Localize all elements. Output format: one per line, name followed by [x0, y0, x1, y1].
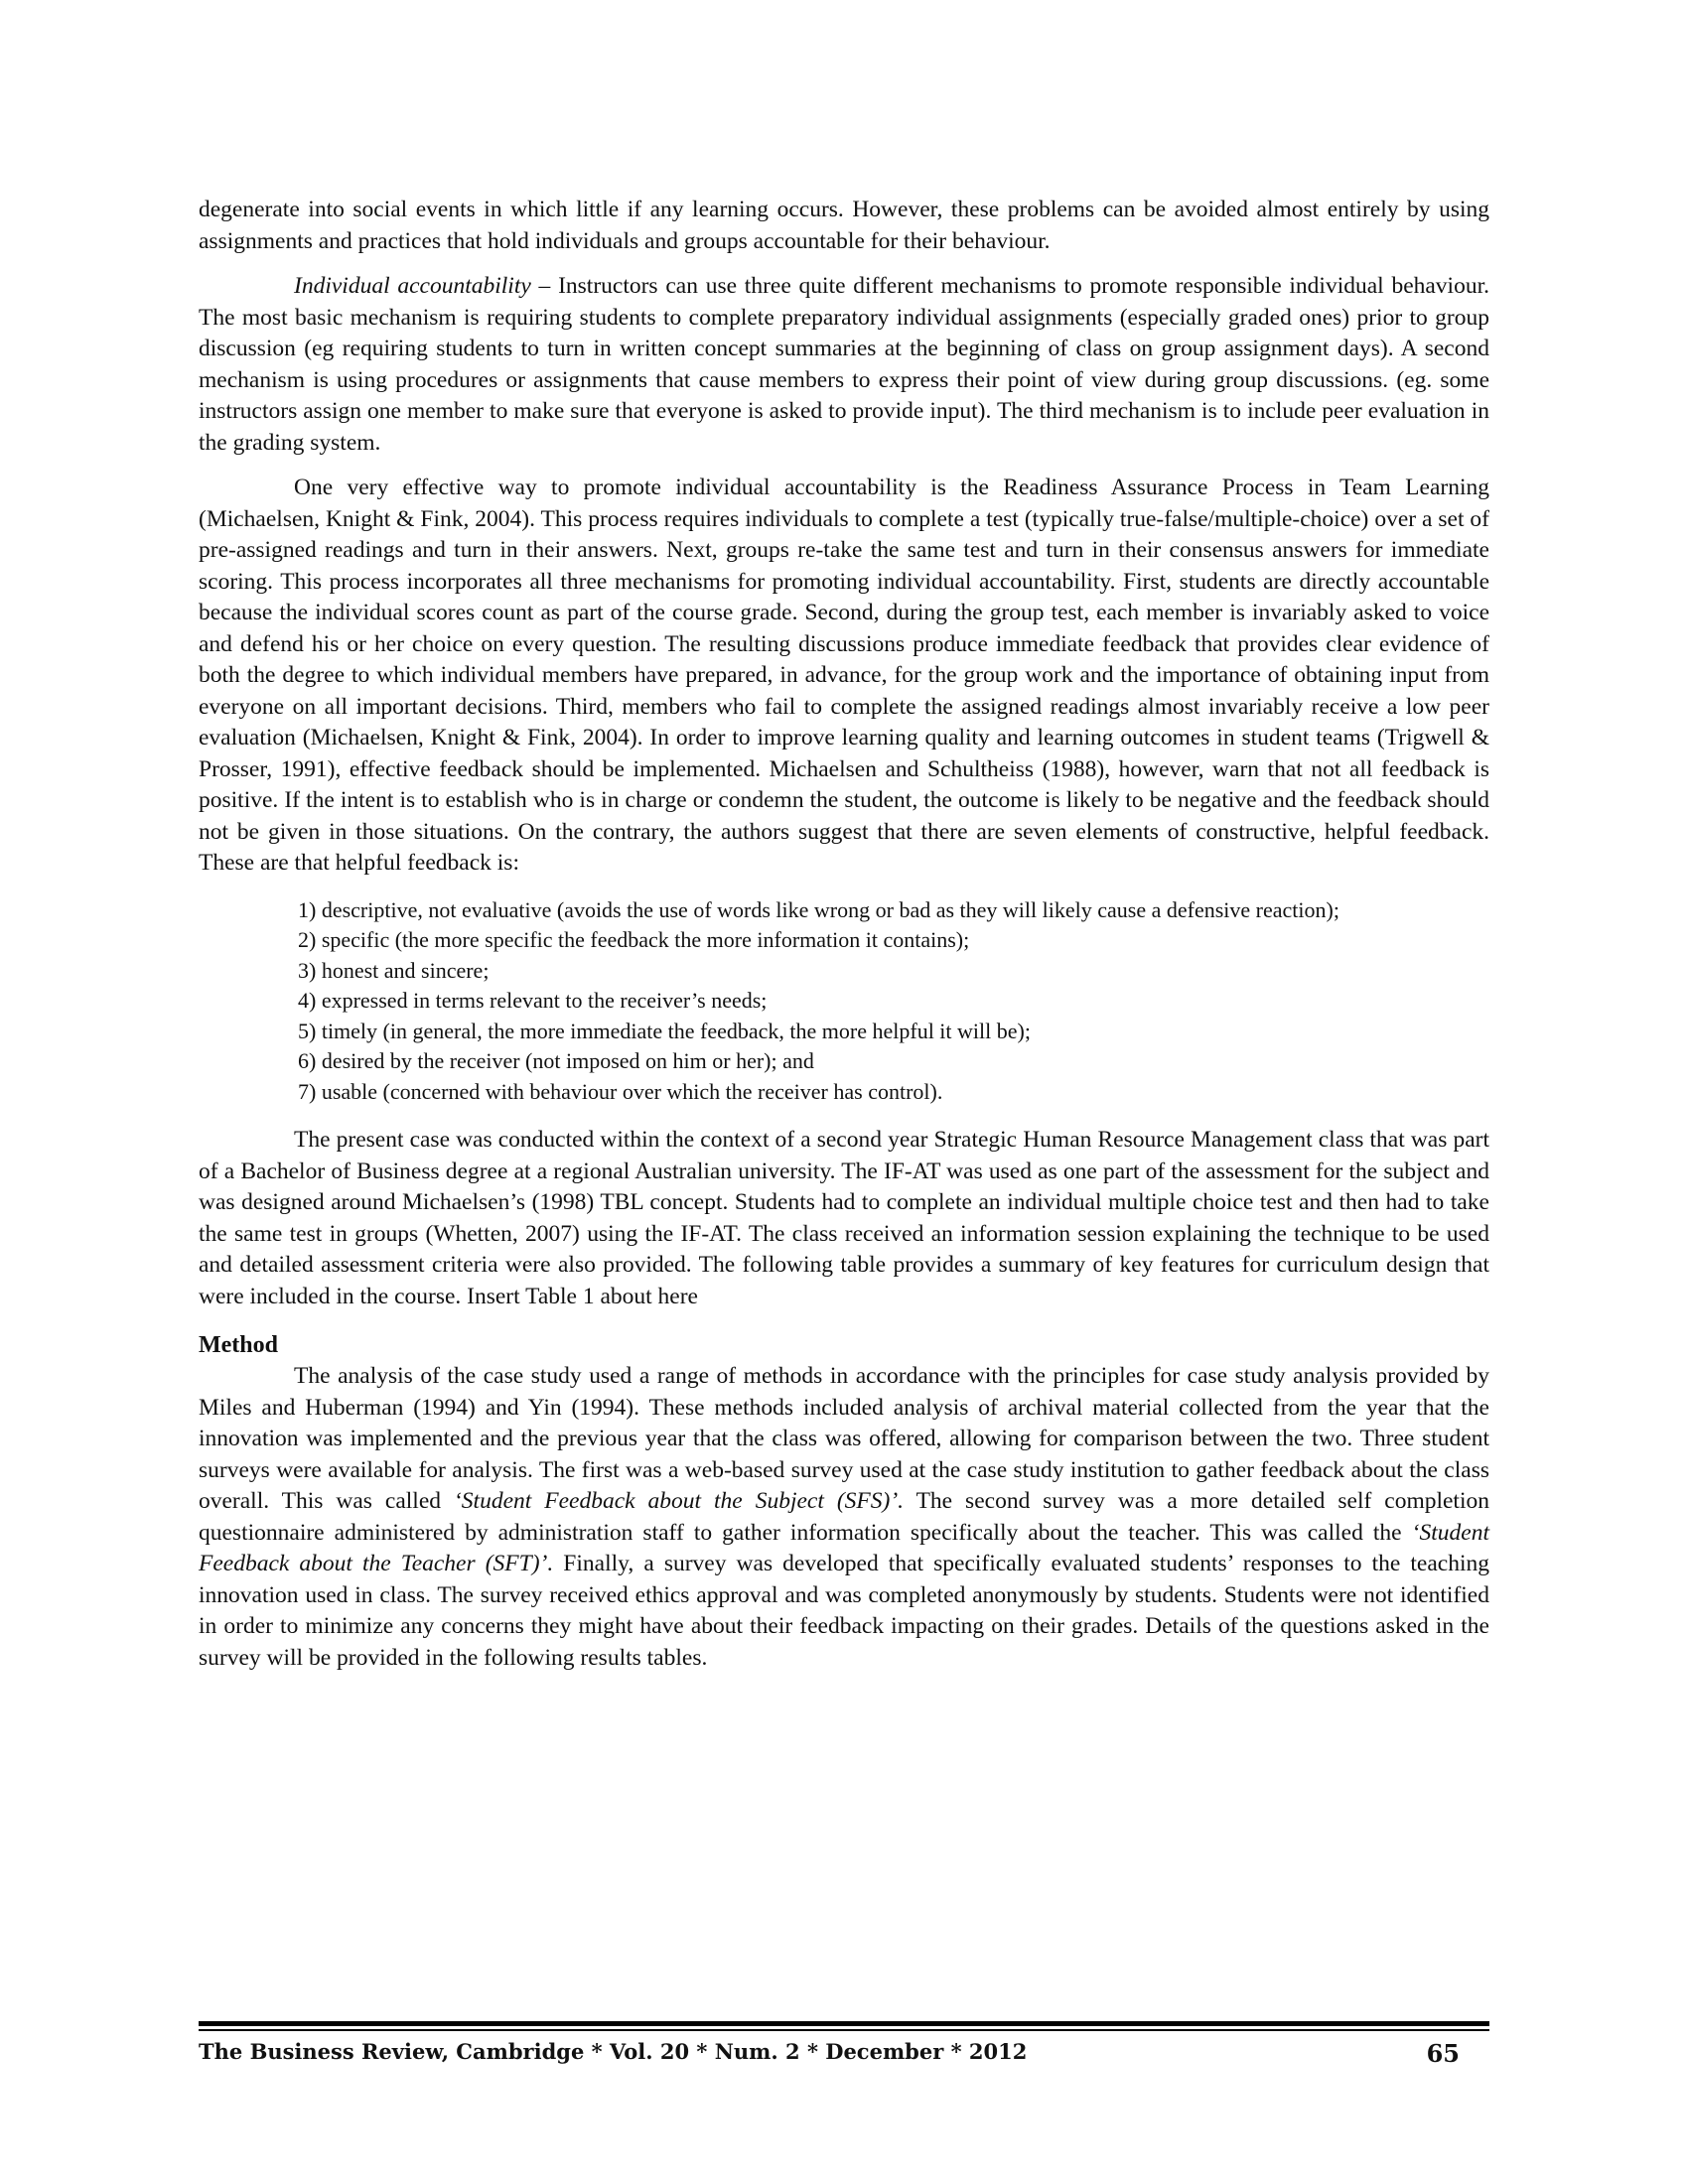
page-body — [199, 195, 1489, 1674]
list-item: 7) usable (concerned with behaviour over which the receiver has control). — [298, 1078, 943, 1104]
list-item: 1) descriptive, not evaluative (avoids the use of words like wrong or bad as they will likely cause a defensive reaction); — [298, 896, 1339, 922]
list-item: 3) honest and sincere; — [298, 957, 490, 983]
method-text-b: The second survey was a more detailed self completion questionnaire administered by administration staff to gather information specifically about the teacher. This was called the — [199, 1488, 1489, 1546]
list-item: 2) specific (the more specific the feedback the more information it contains); — [298, 927, 970, 952]
paragraph-present-case: The present case was conducted within the context of a second year Strategic Human Resource Management class that was part of a Bachelor of Business degree at a regional Australian university. The IF-AT was used as one part of the assessment for the subject and was designed around Michaelsen’s (1998) TBL concept. Students had to complete an individual multiple choice test and then had to take the same test in groups (Whetten, 2007) using the IF-AT. The class received an information session explaining the technique to be used and detailed assessment criteria were also provided. The following table provides a summary of key features for curriculum design that were included in the course. Insert Table 1 about here — [199, 1127, 1489, 1309]
survey-name-sft: ‘Student Feedback about the Teacher (SFT)’. — [199, 1519, 1489, 1576]
page-number: 65 — [1426, 2039, 1460, 2068]
feedback-elements-list — [199, 895, 1489, 1108]
journal-citation: The Business Review, Cambridge * Vol. 20 * Num. 2 * December * 2012 — [199, 2039, 1028, 2064]
paragraph-text: – Instructors can use three quite different mechanisms to promote responsible individual behaviour. The most basic mechanism is requiring students to complete preparatory individual assignments (especially graded ones) prior to group discussion (eg requiring students to turn in written concept summaries at the beginning of class on group assignment days). A second mechanism is using procedures or assignments that cause members to express their point of view during group discussions. (eg. some instructors assign one member to make sure that everyone is asked to provide input). The third mechanism is to include peer evaluation in the grading system. — [199, 273, 1489, 456]
paragraph-lead-term: Individual accountability — [294, 273, 531, 299]
footer-rule-thin — [199, 2029, 1489, 2031]
method-text-c: Finally, a survey was developed that specifically evaluated students’ responses to the teaching innovation used in class. The survey received ethics approval and was completed anonymously by students. Students were not identified in order to minimize any concerns they might have about their feedback impacting on their grades. Details of the questions asked in the survey will be provided in the following results tables. — [199, 1551, 1489, 1671]
list-item: 5) timely (in general, the more immediate the feedback, the more helpful it will be); — [298, 1018, 1031, 1043]
method-text-a: The analysis of the case study used a range of methods in accordance with the principles for case study analysis provided by Miles and Huberman (1994) and Yin (1994). These methods included analysis of archival material collected from the year that the innovation was implemented and the previous year that the class was offered, allowing for comparison between the two. Three student surveys were available for analysis. The first was a web-based survey used at the case study institution to gather feedback about the class overall. This was called — [199, 1363, 1489, 1514]
list-item: 6) desired by the receiver (not imposed on him or her); and — [298, 1048, 814, 1073]
footer-rule-thick — [199, 2021, 1489, 2026]
section-heading-method: Method — [199, 1332, 278, 1358]
paragraph-method — [199, 1361, 1489, 1674]
list-item: 4) expressed in terms relevant to the receiver’s needs; — [298, 988, 768, 1013]
survey-name-sfs: ‘Student Feedback about the Subject (SFS)’. — [453, 1488, 905, 1514]
paragraph-readiness-assurance: One very effective way to promote individual accountability is the Readiness Assurance Process in Team Learning (Michaelsen, Knight & Fink, 2004). This process requires individuals to complete a test (typically true-false/multiple-choice) over a set of pre-assigned readings and turn in their answers. Next, groups re-take the same test and turn in their consensus answers for immediate scoring. This process incorporates all three mechanisms for promoting individual accountability. First, students are directly accountable because the individual scores count as part of the course grade. Second, during the group test, each member is invariably asked to voice and defend his or her choice on every question. The resulting discussions produce immediate feedback that provides clear evidence of both the degree to which individual members have prepared, in advance, for the group work and the importance of obtaining input from everyone on all important decisions. Third, members who fail to complete the assigned readings almost invariably receive a low peer evaluation (Michaelsen, Knight & Fink, 2004). In order to improve learning quality and learning outcomes in student teams (Trigwell & Prosser, 1991), effective feedback should be implemented. Michaelsen and Schultheiss (1988), however, warn that not all feedback is positive. If the intent is to establish who is in charge or condemn the student, the outcome is likely to be negative and the feedback should not be given in those situations. On the contrary, the authors suggest that there are seven elements of constructive, helpful feedback. These are that helpful feedback is: — [199, 475, 1489, 876]
paragraph-intro-continuation: degenerate into social events in which little if any learning occurs. However, these problems can be avoided almost entirely by using assignments and practices that hold individuals and groups accountable for their behaviour. — [199, 197, 1489, 254]
page-footer — [199, 2021, 1489, 2068]
paragraph-individual-accountability — [199, 271, 1489, 459]
footer-row — [199, 2039, 1489, 2068]
